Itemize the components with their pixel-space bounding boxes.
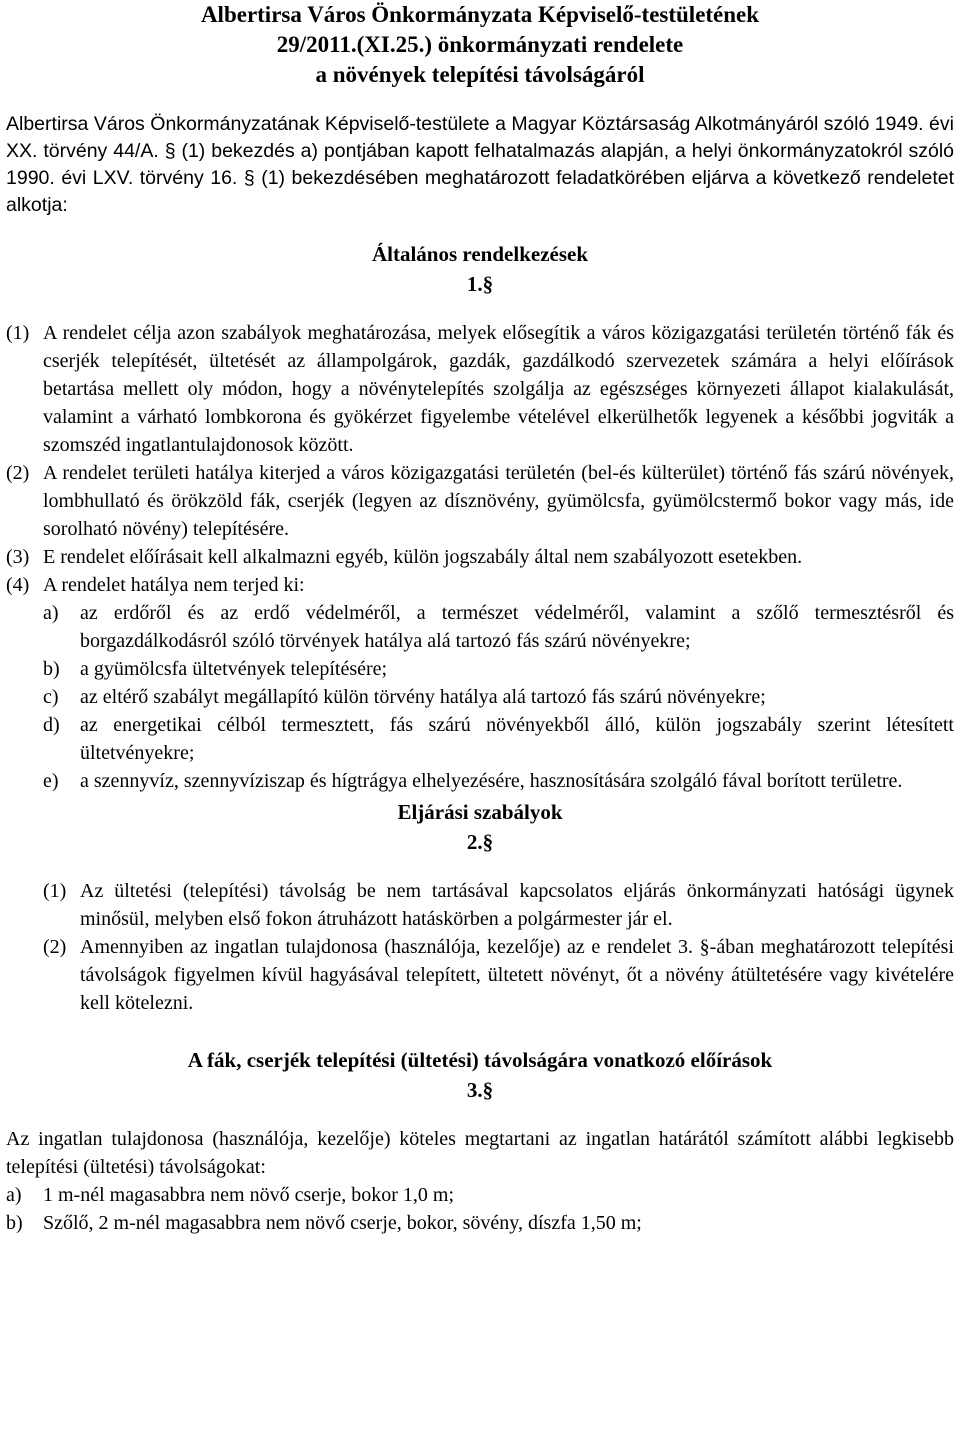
list-item	[6, 655, 954, 683]
section-2-number: 2.§	[466, 830, 494, 854]
list-text: a gyümölcsfa ültetvények telepítésére;	[80, 658, 388, 680]
section-1-item-1	[6, 319, 954, 459]
section-3-heading: A fák, cserjék telepítési (ültetési) távolságára vonatkozó előírások	[187, 1048, 773, 1072]
item-text: A rendelet hatálya nem terjed ki:	[43, 574, 305, 596]
list-item	[6, 599, 954, 655]
section-2-item-1	[6, 877, 954, 933]
section-3	[6, 1045, 954, 1237]
section-3-number: 3.§	[466, 1078, 494, 1102]
title-line-1: Albertirsa Város Önkormányzata Képviselő-testületének	[200, 2, 760, 27]
list-text: az erdőről és az erdő védelméről, a természet védelméről, valamint a szőlő termesztésről és borgazdálkodásról szóló törvények hatálya alá tartozó fás szárú növényekre;	[80, 602, 954, 652]
item-text: Az ültetési (telepítési) távolság be nem tartásával kapcsolatos eljárás önkormányzati hatósági ügynek minősül, melyben első fokon átruházott hatáskörben a polgármester jár el.	[80, 880, 954, 930]
list-item	[6, 767, 954, 795]
list-letter: c)	[43, 686, 59, 708]
list-item	[6, 1209, 954, 1237]
list-text: az energetikai célból termesztett, fás szárú növényekből álló, külön jogszabály szerint létesített ültetvényekre;	[80, 714, 954, 764]
section-2-heading: Eljárási szabályok	[397, 800, 563, 824]
section-3-distances-list	[6, 1181, 954, 1237]
list-letter: d)	[43, 714, 60, 736]
item-number: (1)	[6, 322, 30, 344]
list-item	[6, 711, 954, 767]
item-text: E rendelet előírásait kell alkalmazni egyéb, külön jogszabály által nem szabályozott esetekben.	[43, 546, 803, 568]
list-letter: b)	[43, 658, 60, 680]
section-1-exclusions-list	[6, 599, 954, 795]
title-line-3: a növények telepítési távolságáról	[315, 62, 645, 87]
section-3-intro: Az ingatlan tulajdonosa (használója, kezelője) köteles megtartani az ingatlan határától számított alábbi legkisebb telepítési (ültetési) távolságokat:	[6, 1128, 954, 1178]
list-text: Szőlő, 2 m-nél magasabbra nem növő cserje, bokor, sövény, díszfa 1,50 m;	[43, 1212, 642, 1234]
title-line-2: 29/2011.(XI.25.) önkormányzati rendelete	[276, 32, 684, 57]
list-letter: b)	[6, 1212, 23, 1234]
section-1	[6, 239, 954, 795]
list-letter: a)	[6, 1184, 22, 1206]
item-number: (2)	[43, 936, 67, 958]
item-text: A rendelet célja azon szabályok meghatározása, melyek elősegítik a város közigazgatási területén történő fák és cserjék telepítését, ültetését az állampolgárok, gazdák, gazdálkodó szervezetek számára a helyi előírások betartása mellett oly módon, hogy a növénytelepítés szolgálja az egészséges környezeti állapot kialakulását, valamint a várható lombkorona és gyökérzet figyelembe vételével elkerülhetők legyenek a későbbi jogviták a szomszéd ingatlantulajdonosok között.	[43, 322, 954, 456]
list-text: a szennyvíz, szennyvíziszap és hígtrágya elhelyezésére, hasznosítására szolgáló fával borított területre.	[80, 770, 903, 792]
item-number: (4)	[6, 574, 30, 596]
list-letter: a)	[43, 602, 59, 624]
item-text: Amennyiben az ingatlan tulajdonosa (használója, kezelője) az e rendelet 3. §-ában meghatározott telepítési távolságok figyelmen kívül hagyásával telepített, ültetett növényt, őt a növény átültetésére vagy kivételére kell kötelezni.	[80, 936, 954, 1014]
item-number: (1)	[43, 880, 67, 902]
section-1-item-2	[6, 459, 954, 543]
list-item	[6, 1181, 954, 1209]
section-1-number: 1.§	[466, 272, 494, 296]
section-2-item-2	[6, 933, 954, 1017]
list-text: az eltérő szabályt megállapító külön törvény hatálya alá tartozó fás szárú növényekre;	[80, 686, 766, 708]
section-1-heading: Általános rendelkezések	[371, 242, 589, 266]
section-1-item-3	[6, 543, 954, 571]
item-text: A rendelet területi hatálya kiterjed a város közigazgatási területén (bel-és külterület) történő fás szárú növények, lombhullató és örökzöld fák, cserjék (legyen az dísznövény, gyümölcsfa, gyümölcstermő bokor vagy más, ide sorolható növény) telepítésére.	[43, 462, 954, 540]
section-1-item-4	[6, 571, 954, 599]
list-item	[6, 683, 954, 711]
preamble: Albertirsa Város Önkormányzatának Képviselő-testülete a Magyar Köztársaság Alkotmányáról szóló 1949. évi XX. törvény 44/A. § (1) bekezdés a) pontjában kapott felhatalmazás alapján, a helyi önkormányzatokról szóló 1990. évi LXV. törvény 16. § (1) bekezdésében meghatározott feladatkörében eljárva a következő rendeletet alkotja:	[6, 113, 954, 216]
list-text: 1 m-nél magasabbra nem növő cserje, bokor 1,0 m;	[43, 1184, 454, 1206]
list-letter: e)	[43, 770, 59, 792]
document-title	[6, 0, 954, 90]
item-number: (2)	[6, 462, 30, 484]
item-number: (3)	[6, 546, 30, 568]
section-2	[6, 797, 954, 1017]
